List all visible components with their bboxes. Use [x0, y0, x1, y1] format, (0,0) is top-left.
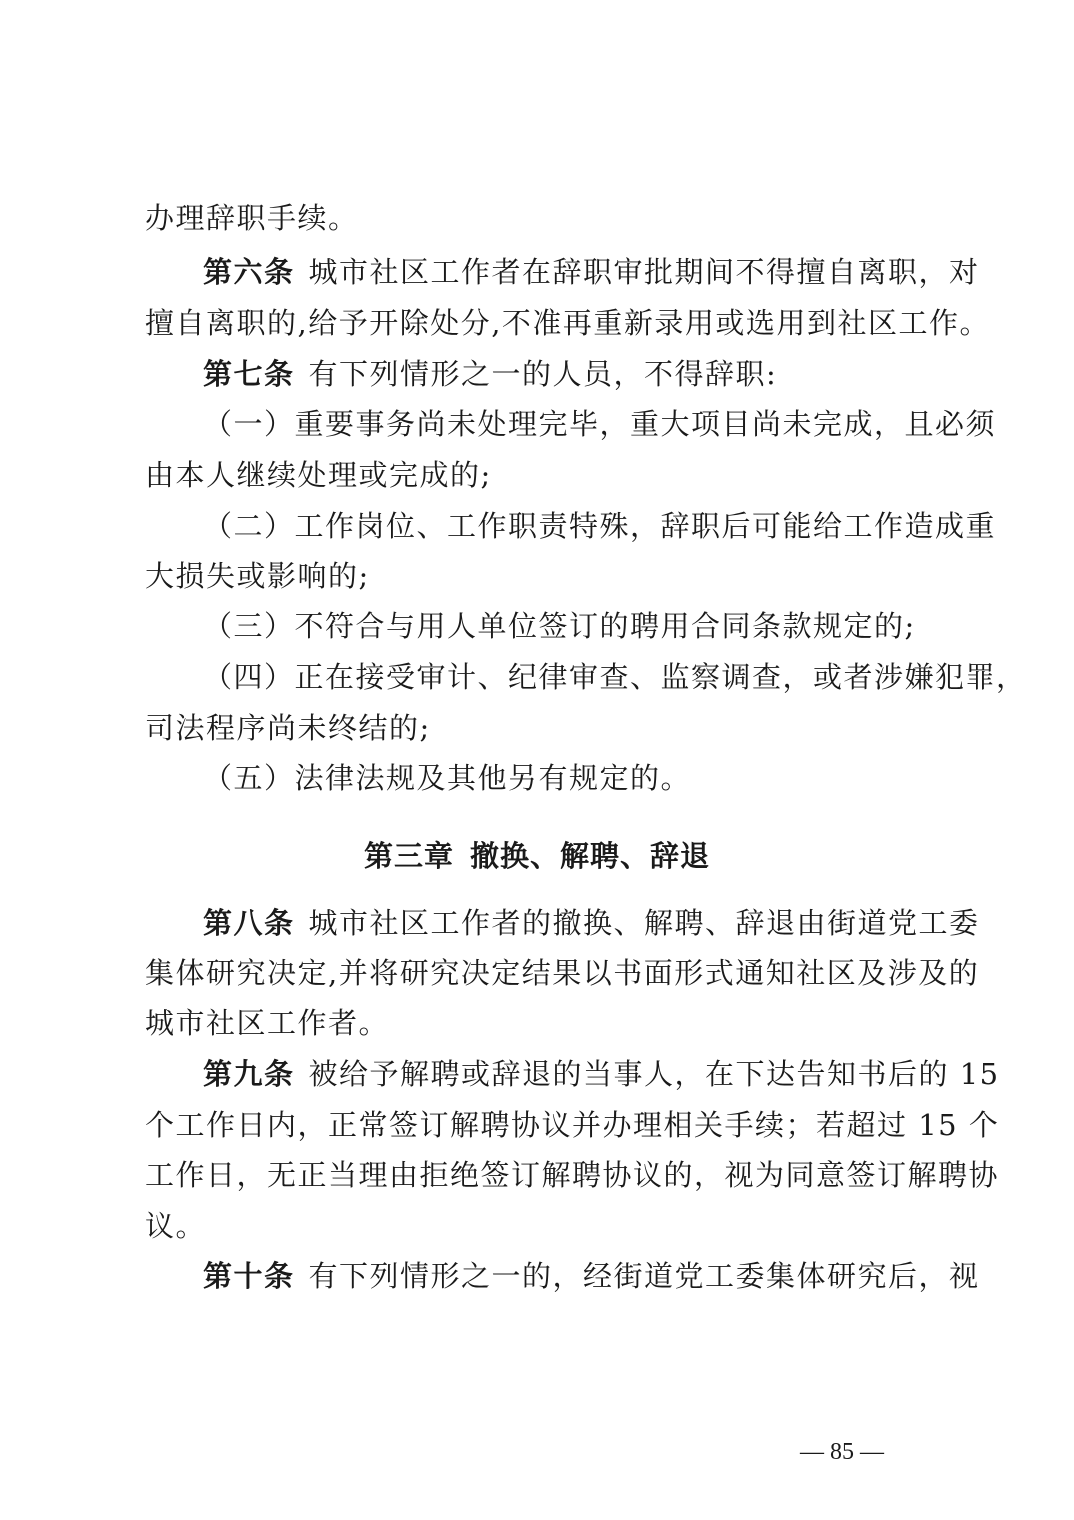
- article-6-line-2: 擅自离职的,给予开除处分,不准再重新录用或选用到社区工作。: [145, 306, 990, 340]
- article-9-line-4: 议。: [145, 1209, 207, 1243]
- item-1-line-1: （一）重要事务尚未处理完毕，重大项目尚未完成，且必须: [203, 407, 997, 441]
- article-6-line-1: 第六条 城市社区工作者在辞职审批期间不得擅自离职，对: [203, 255, 980, 289]
- article-8-line-1: 第八条 城市社区工作者的撤换、解聘、辞退由街道党工委: [203, 906, 980, 940]
- text-line: 办理辞职手续。: [145, 201, 359, 235]
- item-5-line-1: （五）法律法规及其他另有规定的。: [203, 761, 692, 795]
- item-2-line-2: 大损失或影响的;: [145, 559, 370, 593]
- item-4-line-2: 司法程序尚未终结的;: [145, 711, 431, 745]
- chapter-title: 撤换、解聘、辞退: [470, 839, 711, 873]
- article-7-label: 第七条: [203, 357, 295, 391]
- item-1-line-2: 由本人继续处理或完成的;: [145, 458, 492, 492]
- article-8-line-3: 城市社区工作者。: [145, 1006, 390, 1040]
- article-8-label: 第八条: [203, 906, 295, 940]
- article-9-line-3: 工作日，无正当理由拒绝签订解聘协议的，视为同意签订解聘协: [145, 1158, 1000, 1192]
- article-9-line-2: 个工作日内，正常签订解聘协议并办理相关手续；若超过 15 个: [145, 1108, 1000, 1142]
- article-8-line-2: 集体研究决定,并将研究决定结果以书面形式通知社区及涉及的: [145, 956, 980, 990]
- item-4-line-1: （四）正在接受审计、纪律审查、监察调查，或者涉嫌犯罪，: [203, 660, 1027, 694]
- article-6-label: 第六条: [203, 255, 295, 289]
- item-2-line-1: （二）工作岗位、工作职责特殊，辞职后可能给工作造成重: [203, 509, 997, 543]
- chapter-number: 第三章: [363, 839, 454, 873]
- article-10-line-1: 第十条 有下列情形之一的，经街道党工委集体研究后，视: [203, 1259, 980, 1293]
- article-10-label: 第十条: [203, 1259, 295, 1293]
- item-3-line-1: （三）不符合与用人单位签订的聘用合同条款规定的;: [203, 609, 916, 643]
- page-number: — 85 —: [800, 1439, 884, 1465]
- article-7-line-1: 第七条 有下列情形之一的人员，不得辞职:: [203, 357, 778, 391]
- chapter-heading: [0, 836, 1074, 876]
- article-9-label: 第九条: [203, 1057, 295, 1091]
- article-9-line-1: 第九条 被给予解聘或辞退的当事人，在下达告知书后的 15: [203, 1057, 1000, 1091]
